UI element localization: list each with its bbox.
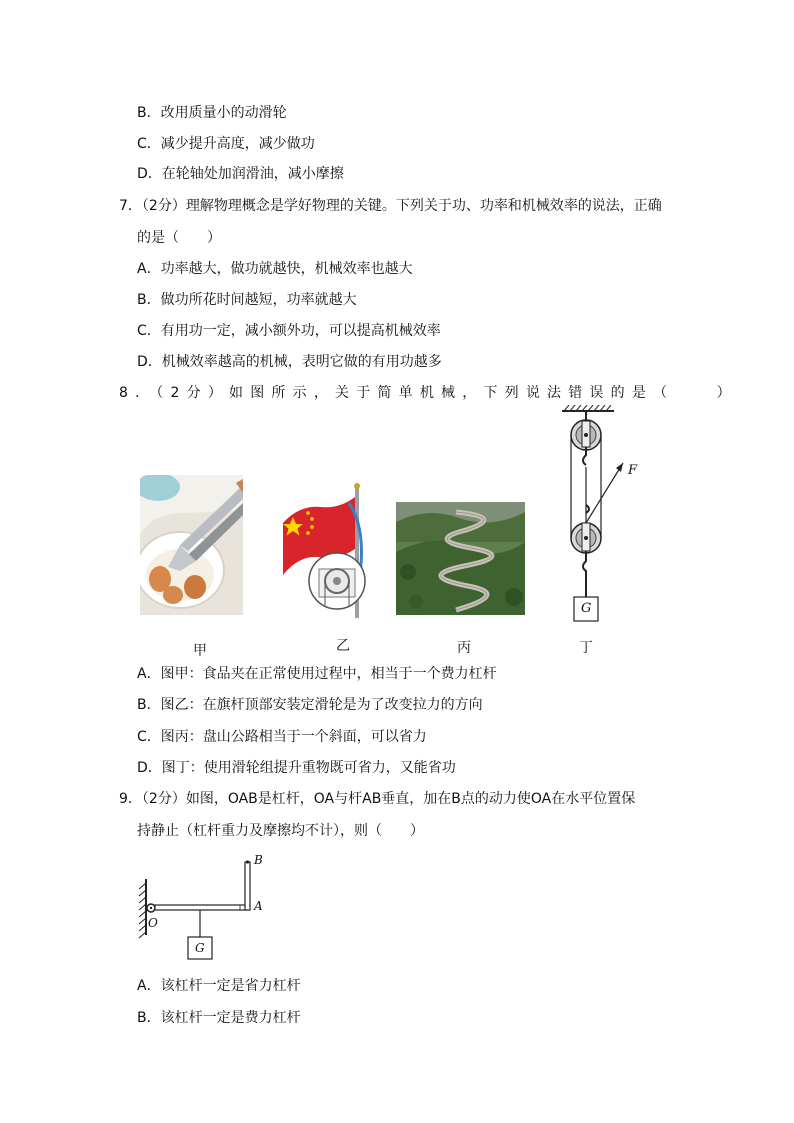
pulley-force-label: F [628,463,638,478]
q8-option-c: C．图丙：盘山公路相当于一个斜面，可以省力 [137,729,427,745]
q7-stem-line1: 7．（2分）理解物理概念是学好物理的关键。下列关于功、功率和机械效率的说法，正确 [119,198,662,214]
lever-diagram [136,853,276,965]
lever-label-a: A [254,899,263,913]
lever-label-b: B [254,853,263,867]
figure-ding-pulley-diagram [540,405,650,630]
q8-stem: 8．（2分）如图所示，关于简单机械，下列说法错误的是（ ） [119,385,738,401]
q7-stem-line2: 的是（ ） [137,230,221,246]
q9-option-b: B．该杠杆一定是费力杠杆 [137,1010,301,1026]
figure-yi-flagpole-image [279,483,369,618]
lever-label-o: O [148,916,158,930]
q8-option-b: B．图乙：在旗杆顶部安装定滑轮是为了改变拉力的方向 [137,697,483,713]
figure-bing-label: 丙 [457,640,471,656]
q8-option-a: A．图甲：食品夹在正常使用过程中，相当于一个费力杠杆 [137,666,497,682]
figure-yi-label: 乙 [336,638,350,654]
q8-option-d: D．图丁：使用滑轮组提升重物既可省力，又能省功 [137,760,456,776]
q6-option-d: D．在轮轴处加润滑油，减小摩擦 [137,166,344,182]
q9-stem-line1: 9．（2分）如图，OAB是杠杆，OA与杆AB垂直，加在B点的动力使OA在水平位置保 [119,791,636,807]
q9-option-a: A．该杠杆一定是省力杠杆 [137,978,301,994]
q7-option-c: C．有用功一定，减小额外功，可以提高机械效率 [137,323,441,339]
q6-option-b: B．改用质量小的动滑轮 [137,105,287,121]
q6-option-c: C．减少提升高度，减少做功 [137,136,315,152]
q7-option-a: A．功率越大，做功就越快，机械效率也越大 [137,261,413,277]
figure-jia-label: 甲 [193,643,207,659]
figure-jia-tongs-photo [140,475,243,615]
q7-option-b: B．做功所花时间越短，功率就越大 [137,292,357,308]
q9-stem-line2: 持静止（杠杆重力及摩擦均不计），则（ ） [137,823,424,839]
pulley-weight-label: G [581,601,592,616]
q7-option-d: D．机械效率越高的机械，表明它做的有用功越多 [137,354,442,370]
figure-bing-mountain-road-photo [396,502,525,615]
figure-ding-label: 丁 [579,640,593,656]
lever-label-g: G [195,941,205,955]
